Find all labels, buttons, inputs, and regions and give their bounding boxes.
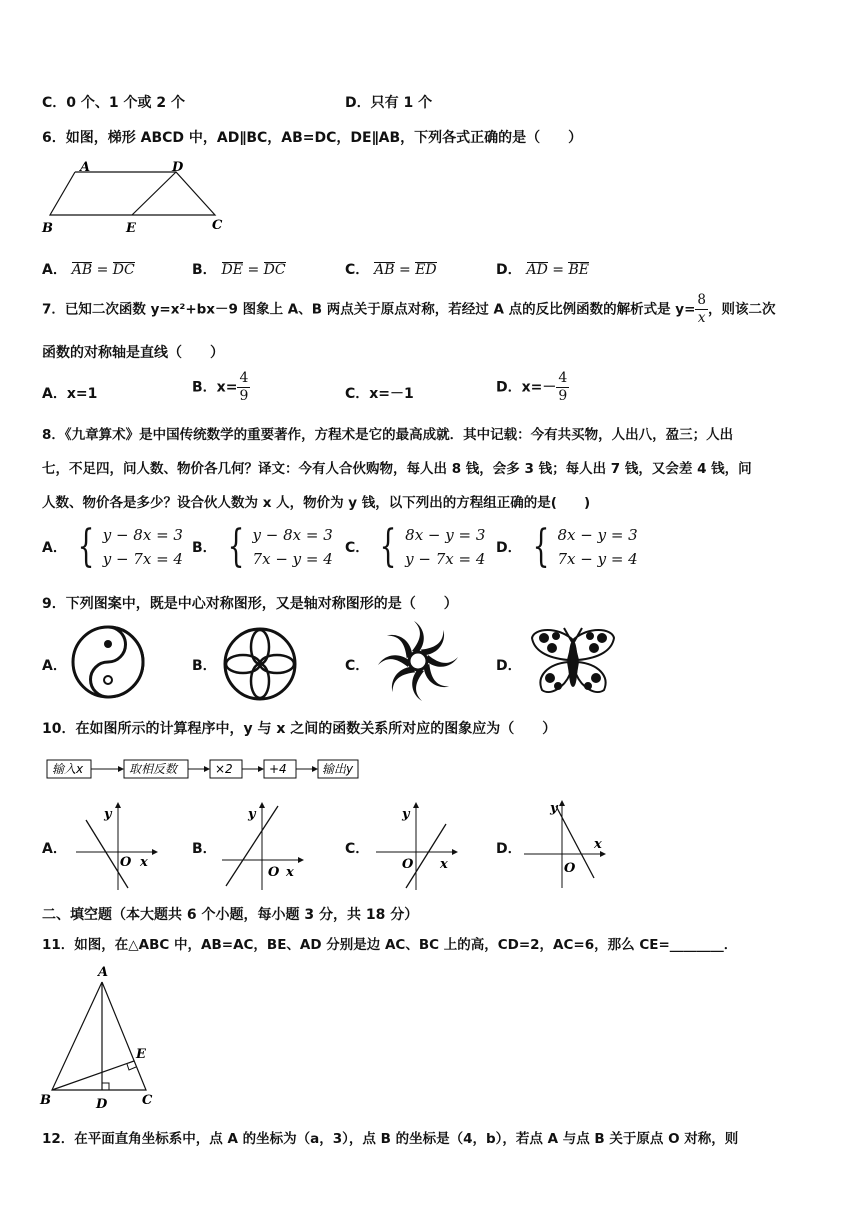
svg-text:O: O <box>402 857 414 872</box>
q5-option-c: C．0 个、1 个或 2 个 <box>42 95 185 111</box>
q7-option-d: D．x=－ $\frac{4}{9}$ <box>496 370 568 404</box>
q10-stem: 10．在如图所示的计算程序中，y 与 x 之间的函数关系所对应的图象应为（ ） <box>42 721 557 737</box>
q7-option-c: C．x=－1 <box>345 386 414 402</box>
q7-option-a: A．x=1 <box>42 386 98 402</box>
q9-option-b-label: B． <box>192 658 217 674</box>
q11-label-e: E <box>136 1047 146 1062</box>
q11-label-c: C <box>142 1093 153 1108</box>
butterfly-icon <box>528 624 618 702</box>
svg-text:O: O <box>564 861 576 876</box>
q6-option-c: C． AB = ED <box>345 262 437 278</box>
svg-text:y: y <box>402 807 410 822</box>
q8-option-a: A． { y − 8x = 3 y − 7x = 4 <box>42 521 183 572</box>
svg-text:y: y <box>104 807 112 822</box>
svg-text:x: x <box>440 857 448 872</box>
q9-option-d-label: D． <box>496 658 522 674</box>
flow-box-negate: 取相反数 <box>129 762 178 776</box>
q9-option-c-label: C． <box>345 658 370 674</box>
svg-text:y: y <box>550 801 558 816</box>
q9-stem: 9．下列图案中，既是中心对称图形，又是轴对称图形的是（ ） <box>42 596 458 612</box>
q7-stem-line2: 函数的对称轴是直线（ ） <box>42 345 224 361</box>
q10-flowchart <box>46 756 366 784</box>
q9-option-a-label: A． <box>42 658 67 674</box>
flow-box-input: 输入x <box>52 762 84 776</box>
section-2-heading: 二、填空题（本大题共 6 个小题，每小题 3 分，共 18 分） <box>42 907 419 923</box>
q11-label-a: A <box>98 965 109 980</box>
q10-option-b-label: B． <box>192 841 217 857</box>
q10-graph-a <box>72 800 164 892</box>
flow-box-plus4: +4 <box>269 762 287 776</box>
q11-triangle-figure <box>36 962 166 1112</box>
q5-option-d: D．只有 1 个 <box>345 95 433 111</box>
q6-stem: 6．如图，梯形 ABCD 中，AD∥BC，AB=DC，DE∥AB，下列各式正确的是（ ） <box>42 130 583 146</box>
q10-option-c-label: C． <box>345 841 370 857</box>
q11-label-d: D <box>96 1097 108 1112</box>
svg-text:x: x <box>140 855 148 870</box>
q11-stem: 11．如图，在△ABC 中，AB=AC，BE、AD 分别是边 AC、BC 上的高，CD=2，AC=6，那么 CE=________． <box>42 937 738 953</box>
q6-label-c: C <box>212 218 223 233</box>
flow-box-times2: ×2 <box>215 762 233 776</box>
svg-text:y: y <box>248 807 256 822</box>
svg-text:x: x <box>594 837 602 852</box>
q6-option-d: D． AD = BE <box>496 262 589 278</box>
q10-graph-b <box>220 800 312 892</box>
q6-option-b: B． DE = DC <box>192 262 286 278</box>
q8-option-d: D． { 8x − y = 3 7x − y = 4 <box>496 521 638 572</box>
svg-text:O: O <box>268 865 280 880</box>
q8-line1: 8．《九章算术》是中国传统数学的重要著作，方程术是它的最高成就．其中记载：今有共买物，人出八，盈三；人出 <box>42 427 734 443</box>
flow-box-output: 输出y <box>322 762 354 776</box>
q8-option-b: B． { y − 8x = 3 7x − y = 4 <box>192 521 333 572</box>
q6-label-d: D <box>172 160 184 175</box>
svg-text:O: O <box>120 855 132 870</box>
q10-option-a-label: A． <box>42 841 67 857</box>
q6-option-a: A． AB = DC <box>42 262 135 278</box>
yin-yang-icon <box>68 622 152 702</box>
q11-label-b: B <box>40 1093 51 1108</box>
q7-option-b: B．x= $\frac{4}{9}$ <box>192 370 249 404</box>
q6-label-e: E <box>126 221 136 236</box>
q10-graph-d <box>522 798 614 890</box>
q8-option-c: C． { 8x − y = 3 y − 7x = 4 <box>345 521 486 572</box>
q12-stem: 12．在平面直角坐标系中，点 A 的坐标为（a，3），点 B 的坐标是（4，b），若点 A 与点 B 关于原点 O 对称，则 <box>42 1131 739 1147</box>
pinwheel-flower-icon <box>370 615 466 707</box>
q8-line3: 人数、物价各是多少？设合伙人数为 x 人，物价为 y 钱，以下列出的方程组正确的是( ) <box>42 495 591 511</box>
q8-line2: 七，不足四，问人数、物价各几何？译文：今有人合伙购物，每人出 8 钱，会多 3 钱；每人出 7 钱，又会差 4 钱，问 <box>42 461 752 477</box>
q6-label-a: A <box>80 160 91 175</box>
q7-stem-line1: 7．已知二次函数 y=x²+bx－9 图象上 A、B 两点关于原点对称，若经过 A 点的反比例函数的解析式是 y= $\frac{8}{x}$ ，则该二次 <box>42 292 776 326</box>
q6-trapezoid-figure <box>40 158 230 238</box>
four-petal-circle-icon <box>220 624 304 704</box>
svg-text:x: x <box>286 865 294 880</box>
q10-graph-c <box>374 800 466 892</box>
q6-label-b: B <box>42 221 53 236</box>
q10-option-d-label: D． <box>496 841 522 857</box>
